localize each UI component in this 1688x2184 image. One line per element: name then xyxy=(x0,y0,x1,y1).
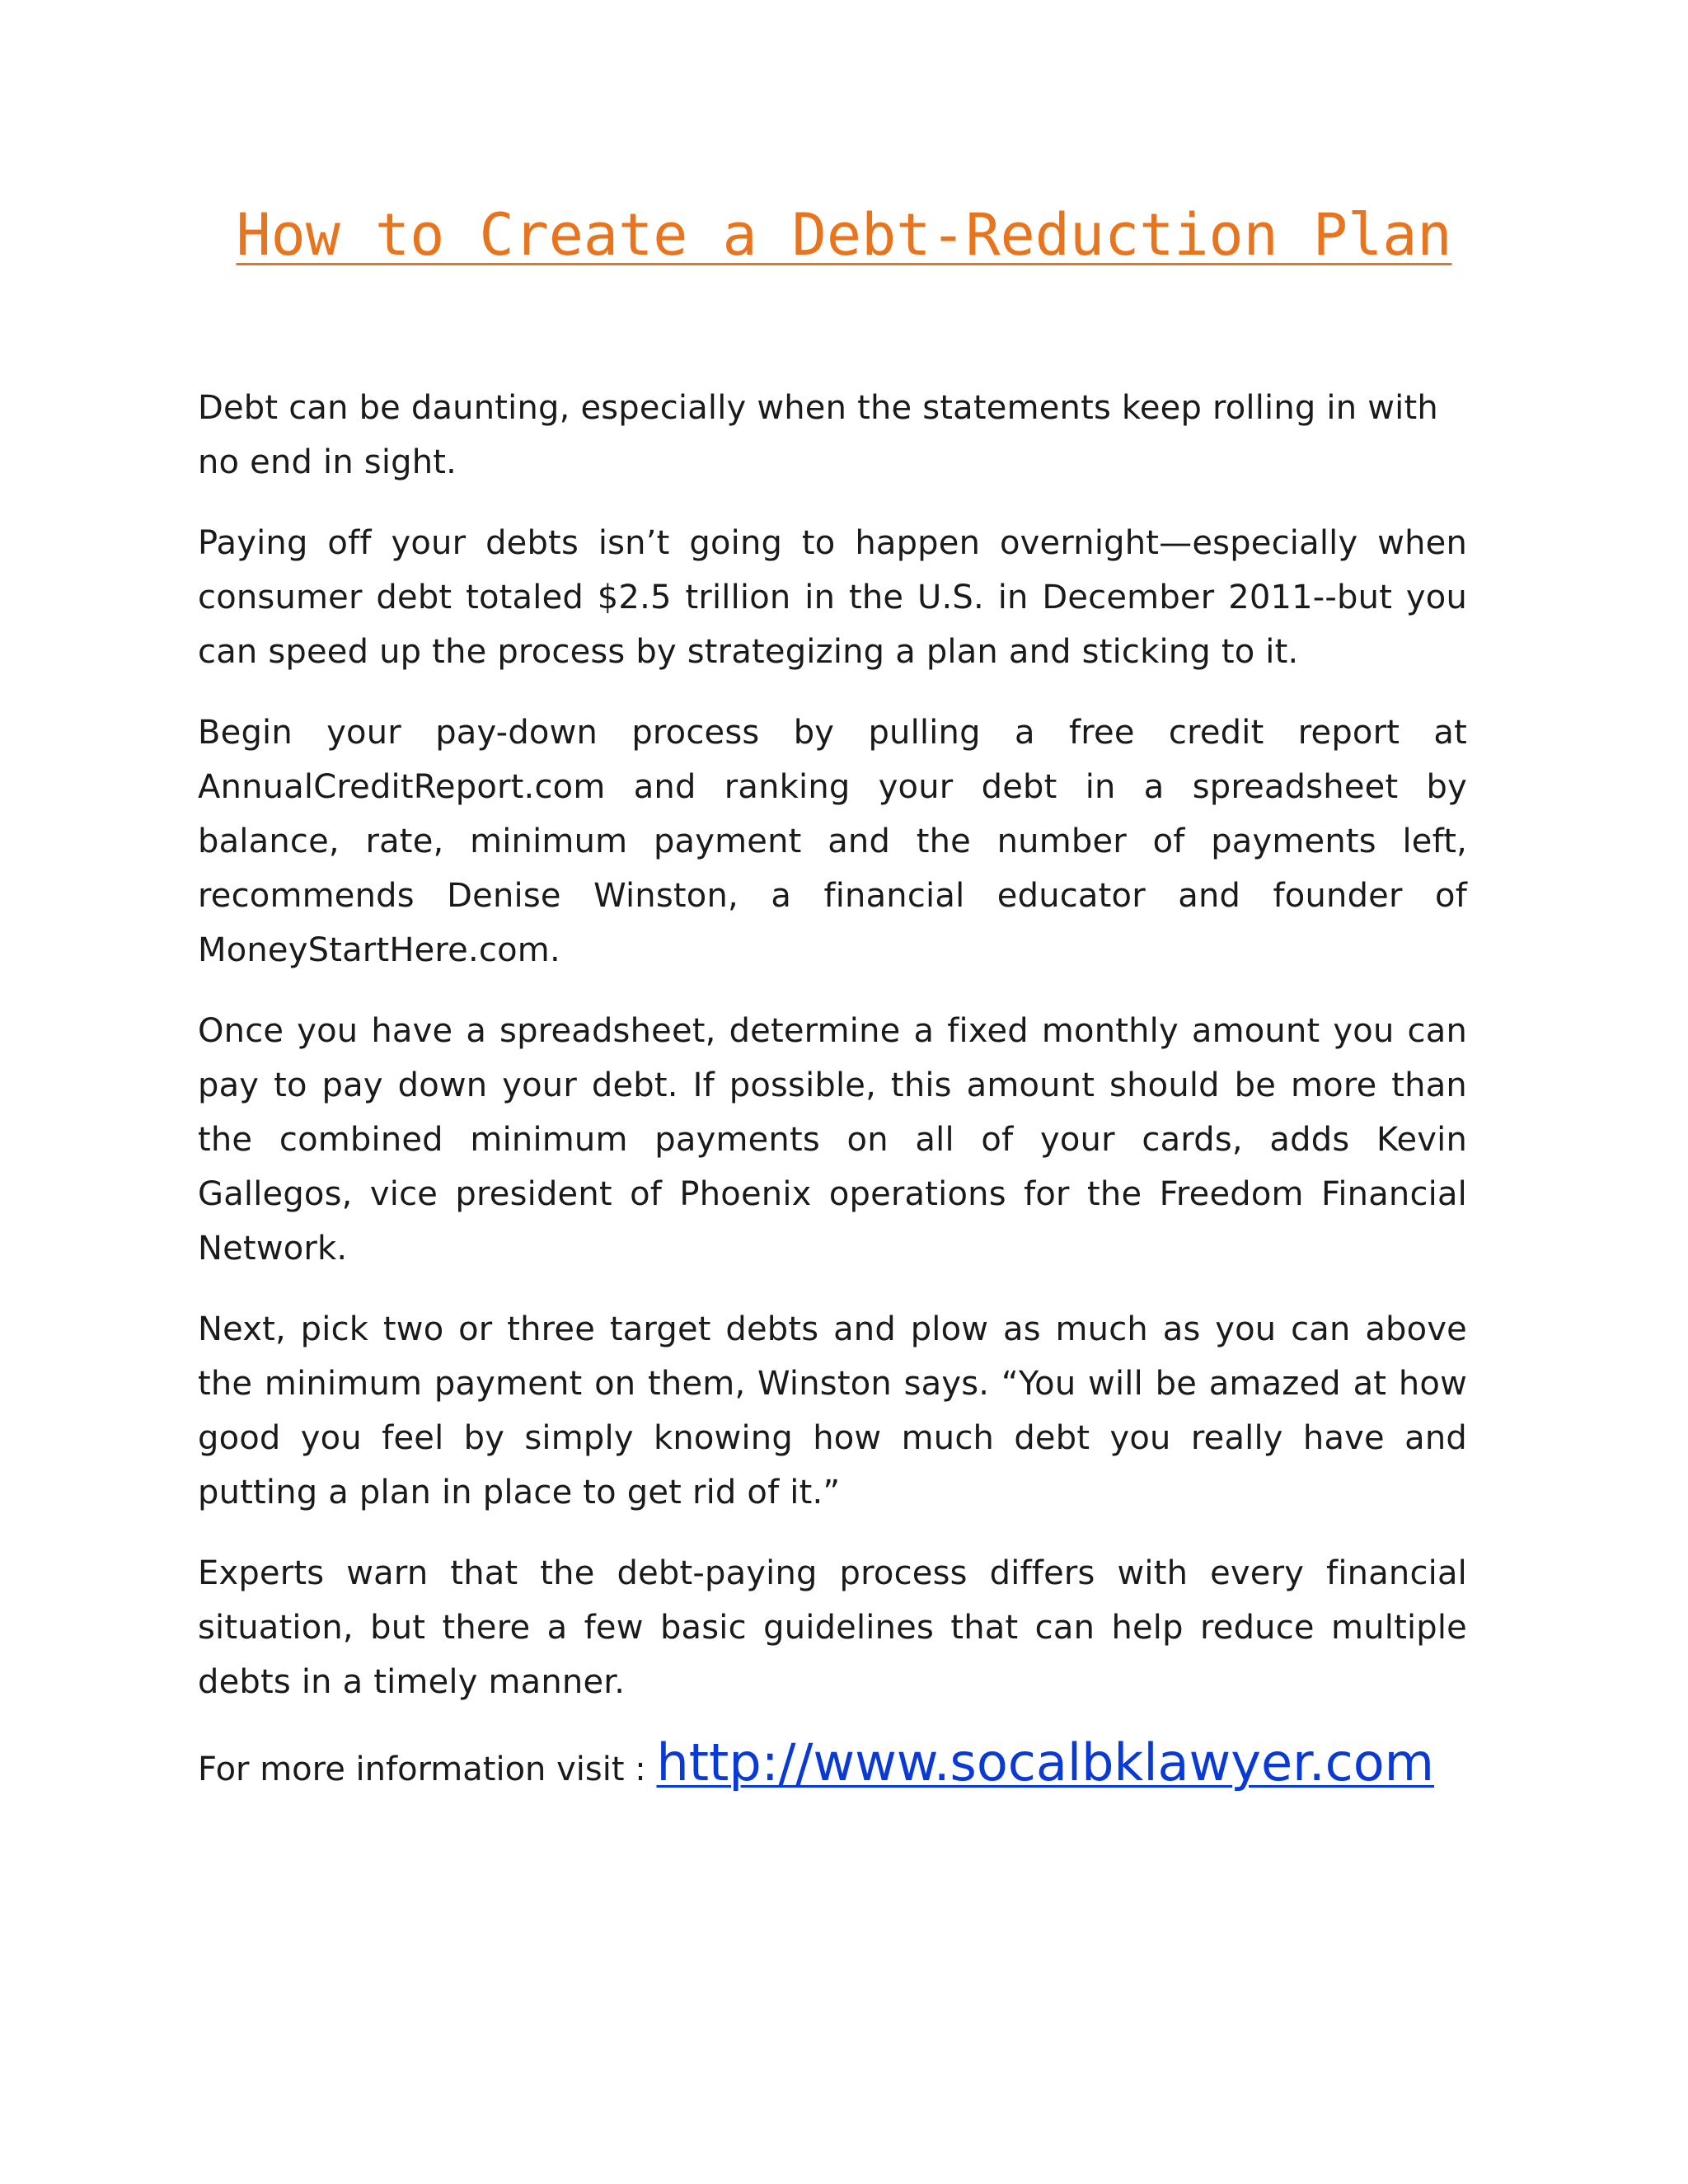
paragraph-credit-report: Begin your pay-down process by pulling a free credit report at AnnualCreditReport.com and ranking your debt in a spreadsheet by balance, rate, minimum payment and the number of payments left, recommends Denise Winston, a financial educator and founder of MoneyStartHere.com. xyxy=(198,714,1467,969)
paragraph-spreadsheet: Once you have a spreadsheet, determine a fixed monthly amount you can pay to pay down your debt. If possible, this amount should be more than the combined minimum payments on all of your cards, adds Kevin Gallegos, vice president of Phoenix operations for the Freedom Financial Network. xyxy=(198,1012,1467,1268)
paragraph-overnight: Paying off your debts isn’t going to happen overnight—especially when consumer debt totaled $2.5 trillion in the U.S. in December 2011--but you can speed up the process by strategizing a plan and sticking to it. xyxy=(198,524,1467,671)
paragraph-target-debts: Next, pick two or three target debts and plow as much as you can above the minimum payment on them, Winston says. “You will be amazed at how good you feel by simply knowing how much debt you really have and putting a plan in place to get rid of it.” xyxy=(198,1310,1467,1511)
document-title xyxy=(0,198,1688,272)
paragraph-experts: Experts warn that the debt-paying process differs with every financial situation, but there a few basic guidelines that can help reduce multiple debts in a timely manner. xyxy=(198,1554,1467,1701)
more-info-label: For more information visit : xyxy=(198,1750,657,1788)
more-info-link[interactable]: http://www.socalbklawyer.com xyxy=(656,1732,1435,1793)
more-info-line xyxy=(198,1732,1467,1797)
document-title-text: How to Create a Debt-Reduction Plan xyxy=(236,201,1452,269)
document-body xyxy=(198,381,1467,1797)
paragraph-intro: Debt can be daunting, especially when the statements keep rolling in with no end in sight. xyxy=(198,389,1438,481)
